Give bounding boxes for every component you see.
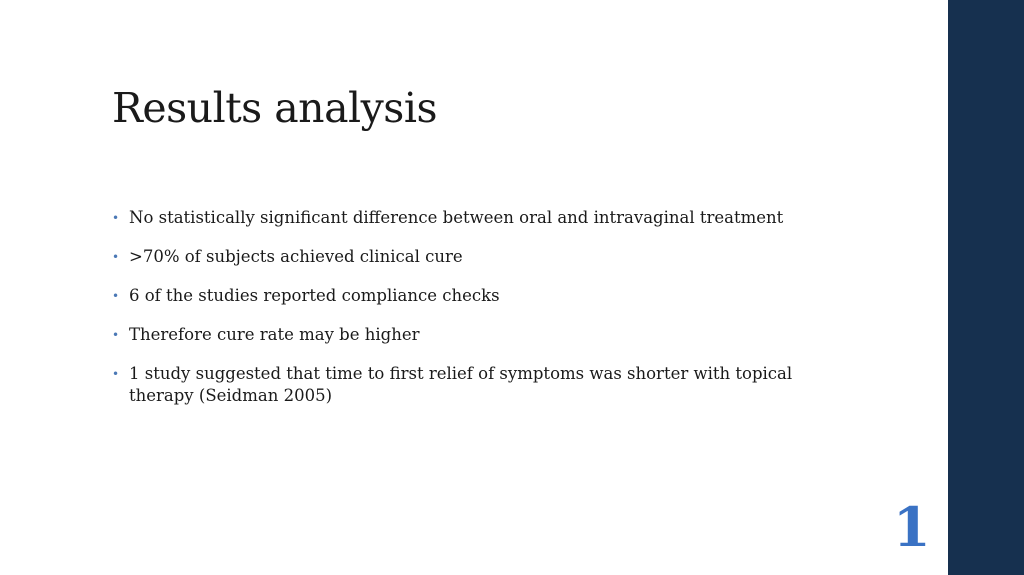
slide-number: 1: [893, 495, 931, 559]
bullet-list: [112, 207, 812, 424]
bullet-icon: •: [112, 250, 120, 264]
bullet-text: 1 study suggested that time to first relief of symptoms was shorter with topical therapy (Seidman 2005): [129, 364, 793, 405]
bullet-item: [112, 324, 812, 346]
bullet-text: No statistically significant difference between oral and intravaginal treatment: [129, 208, 784, 227]
bullet-text: 6 of the studies reported compliance checks: [129, 286, 500, 305]
slide-title: Results analysis: [112, 84, 438, 132]
bullet-text: >70% of subjects achieved clinical cure: [129, 247, 463, 266]
bullet-icon: •: [112, 211, 120, 225]
bullet-item: [112, 285, 812, 307]
bullet-icon: •: [112, 289, 120, 303]
bullet-item: [112, 363, 812, 407]
bullet-text: Therefore cure rate may be higher: [129, 325, 420, 344]
bullet-item: [112, 246, 812, 268]
bullet-icon: •: [112, 328, 120, 342]
accent-sidebar: [948, 0, 1024, 575]
bullet-item: [112, 207, 812, 229]
bullet-icon: •: [112, 367, 120, 381]
